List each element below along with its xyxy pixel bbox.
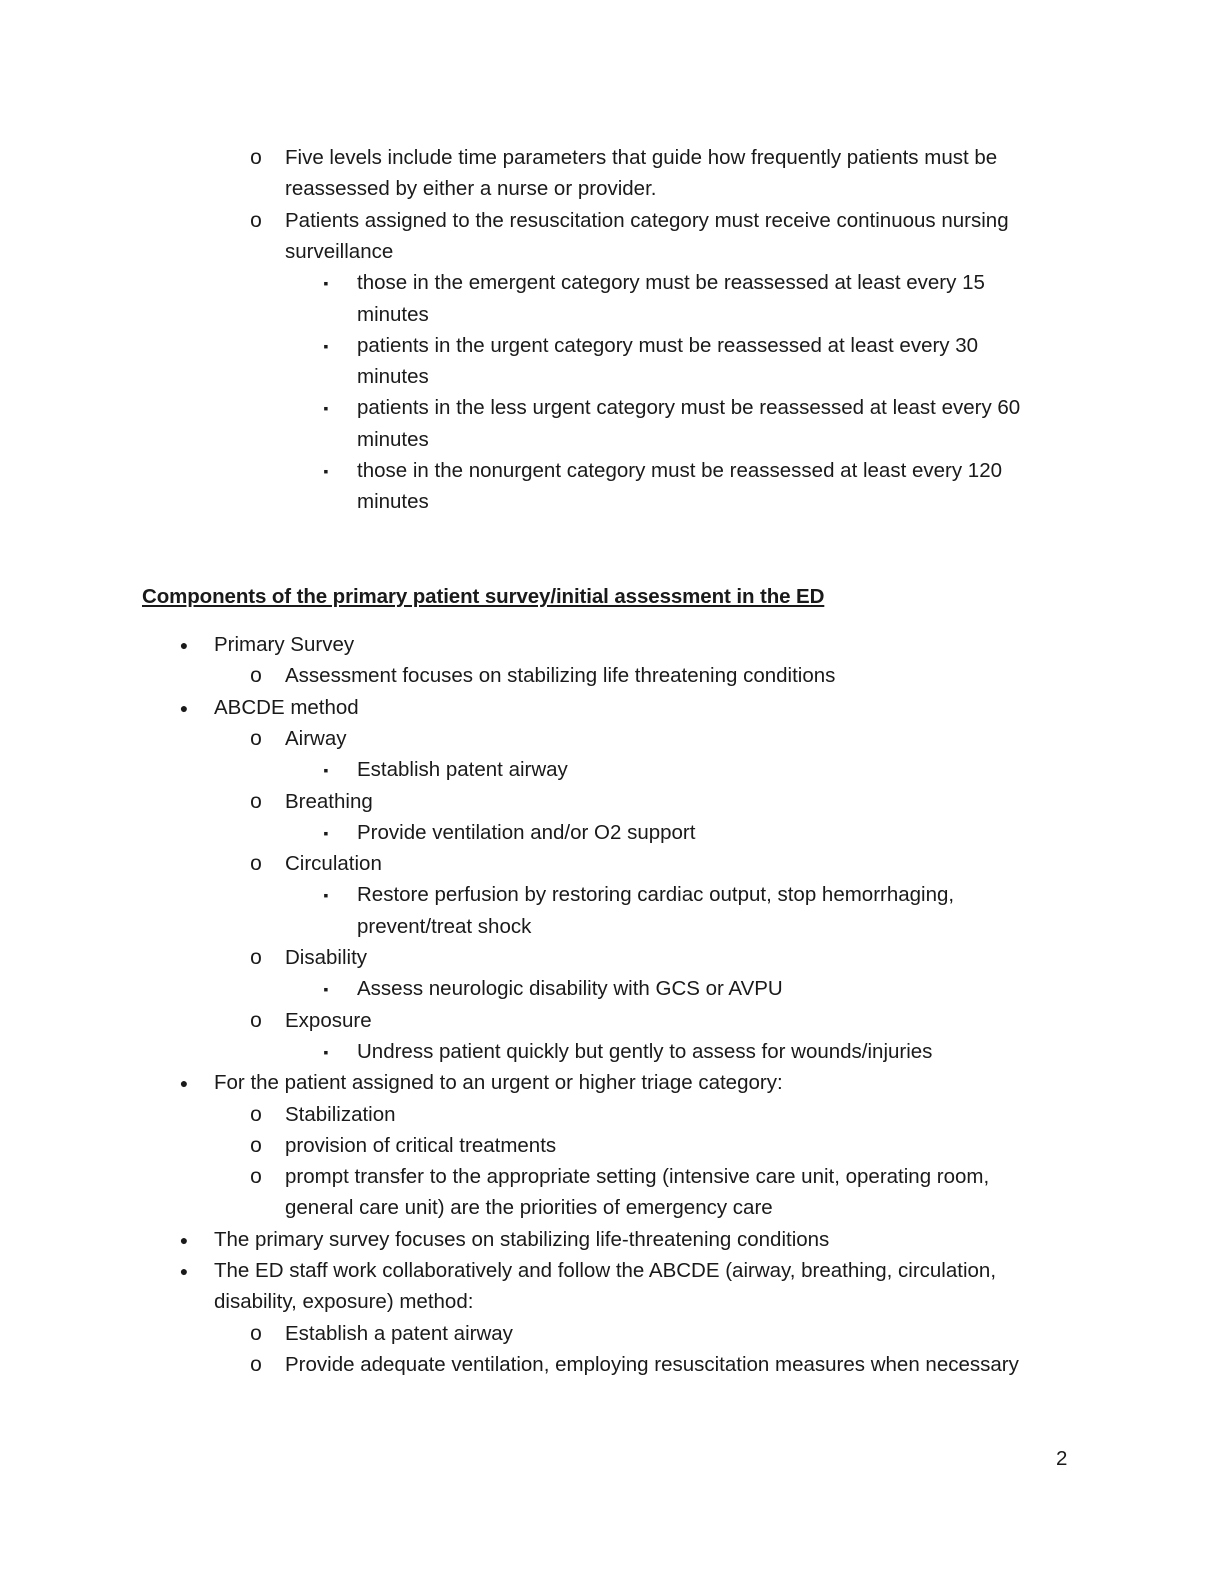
bullet-square-icon: ▪ <box>323 1043 329 1060</box>
list-item-text: those in the nonurgent category must be reassessed at least every 120 <box>357 459 1002 482</box>
list-item-text: minutes <box>357 427 429 451</box>
bullet-square-icon: ▪ <box>323 762 329 779</box>
bullet-circle-icon: o <box>250 1321 262 1345</box>
bullet-dot-icon: ● <box>179 1231 189 1248</box>
list-item-text: disability, exposure) method: <box>214 1290 474 1314</box>
list-item-text: Patients assigned to the resuscitation category must receive continuous nursing <box>285 208 1009 232</box>
bullet-square-icon: ▪ <box>323 275 329 292</box>
bullet-dot-icon: ● <box>179 1075 189 1092</box>
list-item-text: patients in the urgent category must be reassessed at least every 30 <box>357 333 979 357</box>
bullet-dot-icon: ● <box>179 699 189 716</box>
list-item-text: Undress patient quickly but gently to assess for wounds/injuries <box>357 1039 933 1063</box>
bullet-square-icon: ▪ <box>323 981 329 998</box>
list-item-text: minutes <box>357 365 429 389</box>
list-item-text: Assessment focuses on stabilizing life threatening conditions <box>285 664 836 688</box>
list-item-text: general care unit) are the priorities of emergency care <box>285 1196 773 1220</box>
list-item-text: minutes <box>357 490 429 514</box>
list-item-text: Breathing <box>285 789 373 813</box>
bullet-circle-icon: o <box>250 1008 262 1032</box>
list-item-text: reassessed by either a nurse or provider. <box>285 177 657 201</box>
list-item-text: Assess neurologic disability with GCS or AVPU <box>357 977 783 1001</box>
bullet-circle-icon: o <box>250 726 262 750</box>
list-item-text: Circulation <box>285 852 382 876</box>
bullet-circle-icon: o <box>250 1133 262 1157</box>
bullet-circle-icon: o <box>250 789 262 813</box>
bullet-square-icon: ▪ <box>323 463 329 479</box>
list-item-text: For the patient assigned to an urgent or higher triage category: <box>214 1071 783 1095</box>
section-heading: Components of the primary patient survey/initial assessment in the ED <box>142 585 825 608</box>
bullet-circle-icon: o <box>250 1102 262 1126</box>
bullet-circle-icon: o <box>250 146 262 169</box>
list-item-text: Provide ventilation and/or O2 support <box>357 820 696 844</box>
list-item-text: provision of critical treatments <box>285 1133 557 1157</box>
bullet-circle-icon: o <box>250 664 262 688</box>
list-item-text: surveillance <box>285 239 394 263</box>
list-item-text: those in the emergent category must be reassessed at least every 15 <box>357 271 985 295</box>
bullet-circle-icon: o <box>250 946 262 969</box>
bullet-circle-icon: o <box>250 852 262 876</box>
list-item-text: prevent/treat shock <box>357 914 532 938</box>
list-item-text: Exposure <box>285 1008 372 1032</box>
list-item-text: prompt transfer to the appropriate setting (intensive care unit, operating room, <box>285 1165 990 1189</box>
bullet-square-icon: ▪ <box>323 824 329 841</box>
bullet-circle-icon: o <box>250 208 262 232</box>
list-item-text: Airway <box>285 726 347 750</box>
bullet-dot-icon: ● <box>179 1263 189 1279</box>
list-item-text: The primary survey focuses on stabilizing life-threatening conditions <box>214 1227 830 1251</box>
list-item-text: Provide adequate ventilation, employing resuscitation measures when necessary <box>285 1352 1019 1376</box>
list-item-text: Disability <box>285 946 368 969</box>
bullet-circle-icon: o <box>250 1352 262 1376</box>
bullet-dot-icon: ● <box>179 637 189 653</box>
list-item-text: minutes <box>357 302 429 326</box>
list-item-text: Five levels include time parameters that guide how frequently patients must be <box>285 146 998 169</box>
bullet-square-icon: ▪ <box>323 337 329 354</box>
list-item-text: Establish a patent airway <box>285 1321 513 1345</box>
list-item-text: Restore perfusion by restoring cardiac output, stop hemorrhaging, <box>357 883 955 907</box>
list-item-text: patients in the less urgent category must be reassessed at least every 60 <box>357 396 1021 420</box>
bullet-square-icon: ▪ <box>323 400 329 417</box>
bullet-circle-icon: o <box>250 1165 262 1189</box>
list-item-text: Establish patent airway <box>357 758 568 782</box>
list-item-text: Stabilization <box>285 1102 396 1126</box>
list-item-text: ABCDE method <box>214 695 359 719</box>
page-number: 2 <box>1056 1447 1068 1470</box>
list-item-text: Primary Survey <box>214 633 355 656</box>
list-item-text: The ED staff work collaboratively and follow the ABCDE (airway, breathing, circulation, <box>214 1259 997 1282</box>
bullet-square-icon: ▪ <box>323 887 329 904</box>
